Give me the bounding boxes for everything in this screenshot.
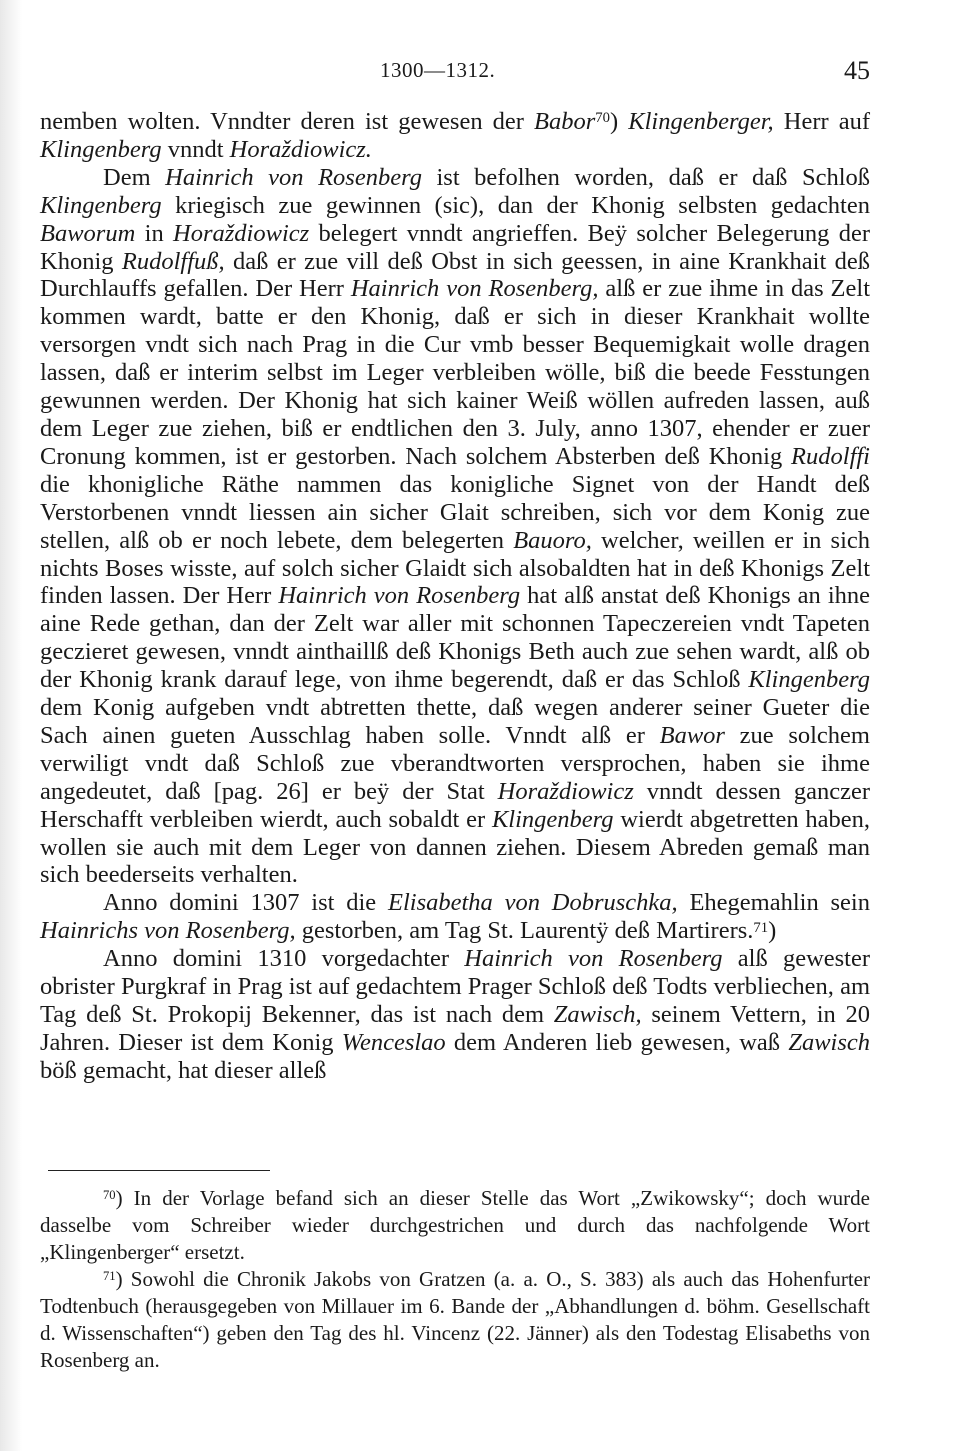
footnote-text: ) In der Vorlage befand sich an dieser Stelle das Wort „Zwikowsky“; doch wurde dasselbe vom Schreiber wieder durchgestrichen und durch das nachfolgende Wort „Klingenberger“ ersetzt.: [40, 1186, 870, 1264]
text-span: Anno domini 1310 vorgedachter: [103, 945, 465, 973]
footnote-ref-70: 70: [595, 110, 610, 127]
text-span: kriegisch zue gewinnen (sic), dan der Khonig selbsten gedachten: [161, 191, 870, 219]
page-header: [40, 58, 870, 88]
footnotes: [40, 1185, 870, 1374]
italic-name: Baworum: [40, 219, 136, 247]
text-span: ): [609, 108, 629, 135]
italic-name: Horaždiowicz.: [229, 135, 372, 163]
paragraph-2: [40, 164, 870, 890]
text-span: wierdt abgetretten haben, wollen sie auch mit dem Leger von dannen ziehen. Diesem Abreden gemaß man sich beederseits verhalten.: [40, 805, 871, 889]
italic-name: Rudolffi: [791, 442, 870, 470]
footnote-ref-71: 71: [753, 919, 769, 936]
text-span: welcher, weillen er in sich nichts Boses wisste, auf solch sicher Glaidt sich alsobaldten hat in deß Khonigs Zelt finden lassen. Der Herr: [40, 526, 871, 610]
paragraph-1: [40, 108, 870, 164]
text-span: dem Konig aufgeben vndt abtretten thette, daß wegen anderer seiner Gueter die Sach ainen gueten Ausschlag haben solle. Vnndt alß er: [40, 694, 870, 749]
italic-name: Klingenberg: [40, 135, 162, 163]
italic-name: Horaždiowicz: [173, 219, 310, 247]
text-span: daß er zue vill deß Obst in sich geessen, in aine Krankhait deß Durchlauffs gefallen. Der Herr: [40, 247, 870, 303]
text-span: zue solchem verwiligt vndt daß Schloß zue vberandtworten versprochen, haben sie ihme angedeutet, daß [pag. 26] er beÿ der Stat: [40, 721, 870, 805]
page-number: 45: [844, 56, 870, 85]
italic-name: Bauoro,: [513, 526, 592, 554]
text-span: in: [135, 219, 174, 247]
italic-name: Zawisch: [788, 1028, 870, 1056]
italic-name: Hainrichs von Rosenberg,: [40, 917, 296, 945]
italic-name: Hainrich von Rosenberg: [278, 582, 521, 610]
footnote-71: [40, 1266, 870, 1374]
text-span: Dem: [103, 163, 166, 191]
italic-name: Bawor: [659, 721, 725, 749]
text-span: die khonigliche Räthe nammen das konigliche Signet von der Handt deß Verstorbenen vnndt liessen ain sicher Glait schreiben, sich vor dem Konig zue stellen, alß ob er noch lebete, dem belegerten: [40, 470, 870, 554]
italic-name: Klingenberg: [40, 191, 162, 219]
paragraph-4: [40, 945, 870, 1085]
italic-name: Hainrich von Rosenberg,: [350, 275, 599, 303]
footnote-divider: [48, 1170, 270, 1171]
italic-name: Hainrich von Rosenberg: [165, 163, 422, 191]
main-text: [40, 108, 870, 1085]
text-span: nemben wolten. Vnndter deren ist gewesen der: [40, 108, 535, 135]
text-span: ist befolhen worden, daß er daß Schloß: [421, 163, 871, 191]
text-span: Ehegemahlin sein: [677, 889, 870, 917]
footnote-mark: 71: [103, 1269, 116, 1284]
italic-name: Wenceslao: [341, 1028, 446, 1056]
italic-name: Klingenberger,: [628, 108, 774, 135]
text-span: vnndt: [161, 135, 230, 163]
text-span: hat alß anstat deß Khonigs an ihne aine Rede gethan, dan der Zelt war aller mit schonnen Tapeczereien vndt Tapeten geczieret gewesen, vnndt ainthaillß deß Khonigs Beth auch zue sehen wardt, alß ob der Khonig krank darauf lege, von ihme begerendt, daß er das Schloß: [40, 582, 871, 694]
page-edge-shadow: [0, 0, 22, 1451]
text-span: dem Anderen lieb gewesen, waß: [445, 1028, 789, 1056]
text-span: seinem Vettern, in 20 Jahren. Dieser ist dem Konig: [40, 1001, 871, 1056]
text-span: böß gemacht, hat dieser alleß: [40, 1056, 327, 1084]
text-span: vnndt dessen ganczer Herschafft verbleiben wierdt, auch sobaldt er: [40, 777, 871, 833]
footnote-70: [40, 1185, 870, 1266]
running-head: 1300—1312.: [380, 58, 496, 82]
text-span: belegert vnndt angrieffen. Beÿ solcher Belegerung der Khonig: [40, 219, 870, 275]
text-span: gestorben, am Tag St. Laurentÿ deß Martirers.: [295, 917, 754, 945]
text-span: ): [768, 917, 777, 945]
text-span: Anno domini 1307 ist die: [103, 889, 388, 917]
italic-name: Horaždiowicz: [497, 777, 634, 805]
italic-name: Zawisch,: [553, 1001, 642, 1028]
footnote-mark: 70: [103, 1188, 116, 1203]
italic-name: Klingenberg: [491, 805, 614, 833]
italic-name: Rudolffuß,: [121, 247, 225, 275]
italic-name: Babor: [534, 108, 596, 135]
italic-name: Klingenberg: [748, 666, 870, 694]
paragraph-3: [40, 889, 870, 945]
italic-name: Elisabetha von Dobruschka,: [387, 889, 678, 917]
footnote-text: ) Sowohl die Chronik Jakobs von Gratzen (a. a. O., S. 383) als auch das Hohenfurter Todtenbuch (herausgegeben von Millauer im 6. Bande der „Abhandlungen d. böhm. Gesellschaft d. Wissenschaften“) geben den Tag des hl. Vincenz (22. Jänner) als den Todestag Elisabeths von Rosenberg an.: [40, 1267, 870, 1372]
text-span: alß gewester obrister Purgkraf in Prag ist auf gedachtem Prager Schloß deß Todts verbliechen, am Tag deß St. Prokopij Bekenner, das ist nach dem: [40, 945, 871, 1028]
text-span: alß er zue ihme in das Zelt kommen wardt, batte er den Khonig, daß er sich in dieser Krankhait wollte versorgen vndt sich nach Prag in die Cur vmb besser Bequemigkait wolle dragen lassen, daß er interim selbst im Leger verbleiben wölle, biß die beede Fesstungen gewunnen werden. Der Khonig hat sich kainer Weiß wöllen aufreden lassen, auß dem Leger zue ziehen, biß er endtlichen den 3. July, anno 1307, ehender er zuer Cronung kommen, ist er gestorben. Nach solchem Absterben deß Khonig: [40, 275, 871, 470]
text-span: Herr auf: [773, 108, 871, 135]
italic-name: Hainrich von Rosenberg: [464, 945, 723, 973]
